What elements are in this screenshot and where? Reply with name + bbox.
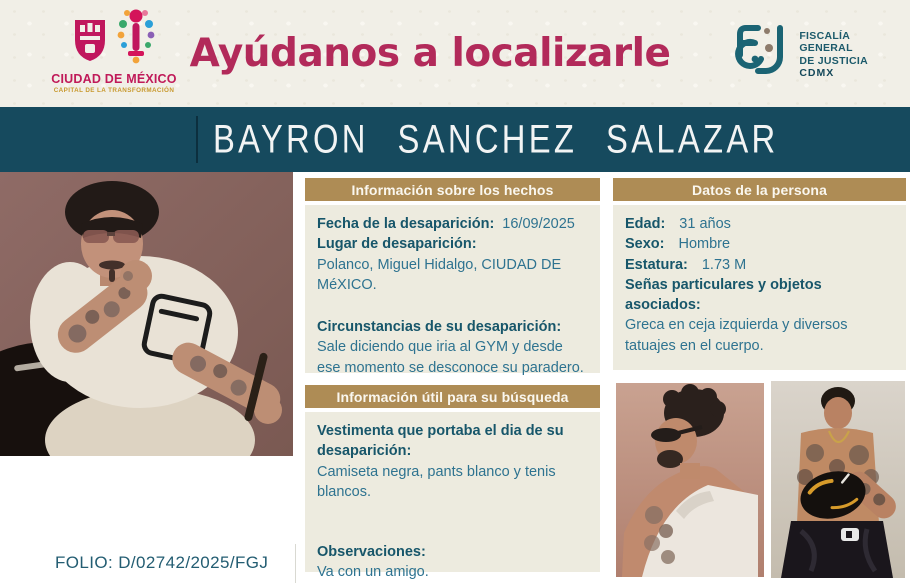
secondary-photo-profile (616, 383, 764, 577)
edad-label: Edad: (625, 216, 666, 232)
sexo-value: Hombre (678, 236, 731, 253)
edad-value: 31 años (679, 216, 731, 232)
cdmx-logo-title: CIUDAD DE MÉXICO (51, 72, 177, 86)
circunstancias-label: Circunstancias de su desaparición: (317, 319, 562, 336)
spacer (317, 295, 588, 317)
fgj-logo (728, 21, 868, 88)
sexo-label: Sexo: (625, 236, 665, 253)
secondary-photo-boxing (771, 381, 905, 578)
fgj-text-line3: DE JUSTICIA (799, 54, 868, 67)
vestimenta-value: Camiseta negra, pants blanco y tenis blancos. (317, 463, 556, 500)
section-datos-body (613, 205, 906, 370)
section-datos (613, 178, 906, 370)
fecha-row (317, 214, 588, 234)
senas-value: Greca en ceja izquierda y diversos tatuajes en el cuerpo. (625, 317, 848, 354)
page-title: Ayúdanos a localizarle (189, 31, 671, 76)
cdmx-logo-subtitle: CAPITAL DE LA TRANSFORMACIÓN (53, 87, 175, 94)
fecha-value: 16/09/2025 (502, 216, 575, 232)
lugar-label: Lugar de desaparición: (317, 236, 477, 253)
spacer (317, 502, 588, 542)
section-busqueda-header: Información útil para su búsqueda (305, 385, 600, 408)
observaciones-label: Observaciones: (317, 544, 426, 561)
fgj-text-line1: FISCALÍA (799, 29, 851, 42)
section-hechos (305, 178, 600, 376)
estatura-row (625, 255, 894, 275)
estatura-label: Estatura: (625, 256, 688, 273)
sexo-row (625, 234, 894, 254)
fgj-text-line4: CDMX (799, 66, 835, 79)
main-photo (0, 172, 293, 456)
section-busqueda (305, 385, 600, 581)
fgj-text-line2: GENERAL (799, 42, 853, 55)
banner-divider (196, 116, 198, 163)
section-datos-header: Datos de la persona (613, 178, 906, 201)
fgj-monogram-icon (728, 21, 790, 88)
estatura-value: 1.73 M (701, 256, 747, 273)
section-busqueda-body (305, 412, 600, 581)
lugar-value: Polanco, Miguel Hidalgo, CIUDAD DE MéXICO. (317, 256, 562, 293)
circunstancias-value: Sale diciendo que iria al GYM y desde ese momento se desconoce su paradero. (317, 339, 584, 376)
folio-number: FOLIO: D/02742/2025/FGJ (55, 553, 269, 572)
poster-header (0, 0, 910, 107)
section-hechos-body (305, 205, 600, 376)
cdmx-shield-icon (72, 17, 108, 69)
missing-person-name: BAYRON SANCHEZ SALAZAR (213, 117, 779, 161)
fgj-logo-text (799, 30, 868, 80)
observaciones-value: Va con un amigo. (317, 564, 429, 581)
fecha-label: Fecha de la desaparición: (317, 216, 495, 232)
name-banner (0, 107, 910, 172)
section-hechos-header: Información sobre los hechos (305, 178, 600, 201)
footer-divider (295, 544, 296, 583)
edad-row (625, 214, 894, 234)
vestimenta-label: Vestimenta que portaba el dia de su desaparición: (317, 423, 564, 460)
senas-label: Señas particulares y objetos asociados: (625, 276, 822, 314)
